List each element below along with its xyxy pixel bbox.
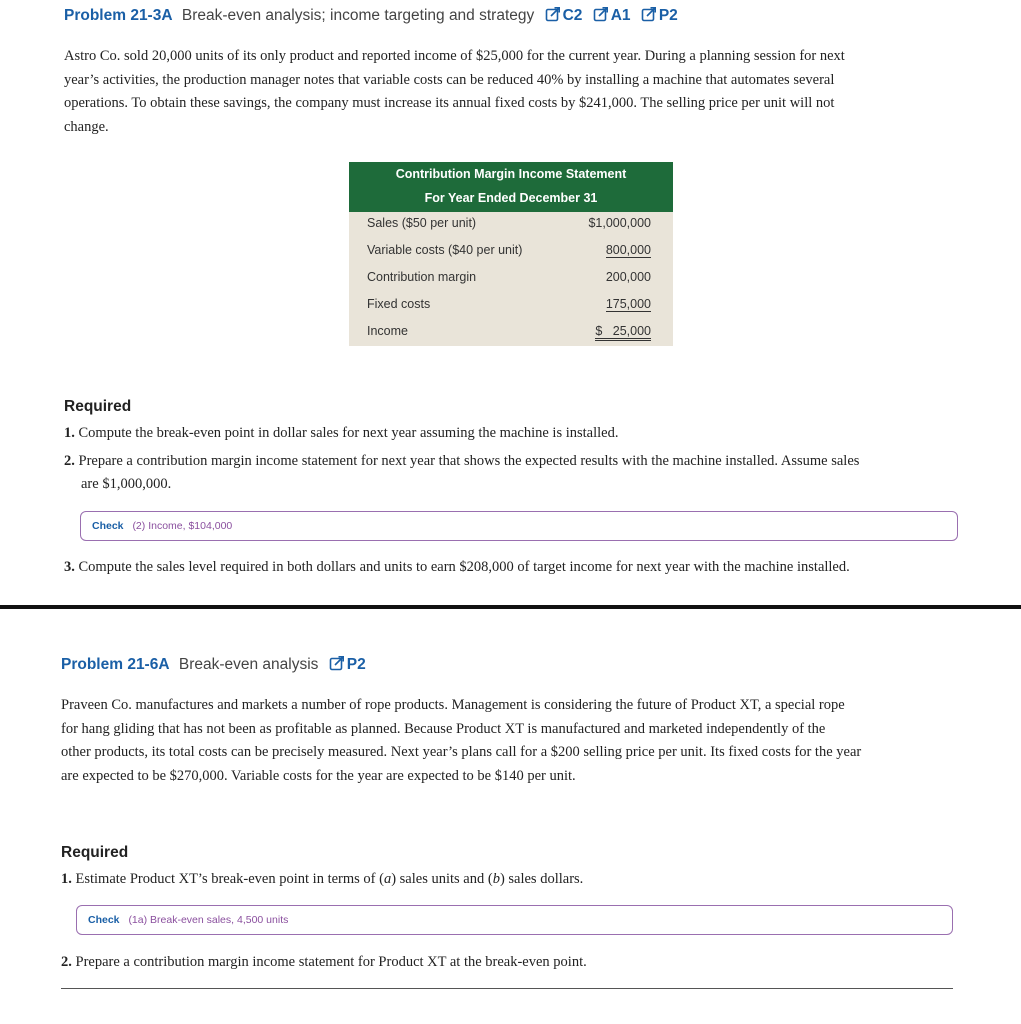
paragraph-line: change. bbox=[64, 118, 109, 135]
statement-row bbox=[349, 239, 673, 265]
problem1-item-3 bbox=[64, 556, 1004, 579]
statement-row bbox=[349, 266, 673, 292]
item-text: Prepare a contribution margin income statement for next year that shows the expected results with the machine installed. Assume sales bbox=[78, 453, 860, 469]
problem1-item-1 bbox=[64, 422, 984, 445]
paragraph-line: Astro Co. sold 20,000 units of its only product and reported income of $25,000 for the current year. During a planning session for next bbox=[64, 48, 845, 64]
item-text: ) sales dollars. bbox=[499, 871, 584, 887]
problem1-header bbox=[64, 6, 678, 27]
row-amount: $1,000,000 bbox=[588, 216, 651, 230]
statement-header bbox=[349, 162, 673, 212]
lo-tag-c2[interactable]: C2 bbox=[562, 7, 583, 24]
item-text: Compute the break-even point in dollar sales for next year assuming the machine is installed. bbox=[78, 425, 619, 441]
external-link-icon[interactable] bbox=[545, 6, 561, 27]
row-amount: 800,000 bbox=[605, 243, 651, 257]
external-link-icon[interactable] bbox=[593, 6, 609, 27]
item-number: 2. bbox=[61, 954, 72, 970]
problem2-title: Break-even analysis bbox=[178, 656, 319, 673]
row-amount: $ 25,000 bbox=[595, 324, 651, 341]
check-label: Check bbox=[88, 914, 120, 926]
item-text: Prepare a contribution margin income statement for Product XT at the break-even point. bbox=[75, 954, 587, 970]
item-text-italic: a bbox=[383, 871, 392, 887]
item-number: 2. bbox=[64, 453, 75, 469]
row-label: Fixed costs bbox=[367, 297, 431, 311]
item-number: 1. bbox=[61, 871, 72, 887]
item-text: ) sales units and ( bbox=[391, 871, 493, 887]
problem1-title: Break-even analysis; income targeting and strategy bbox=[181, 7, 535, 24]
check-text: (2) Income, $104,000 bbox=[132, 520, 233, 532]
item-text: Estimate Product XT’s break-even point in terms of ( bbox=[75, 871, 384, 887]
problem2-number: Problem 21-6A bbox=[61, 656, 170, 673]
row-amount: 175,000 bbox=[605, 297, 651, 311]
problem1-number: Problem 21-3A bbox=[64, 7, 173, 24]
problem1-check-box bbox=[80, 511, 958, 541]
row-label: Variable costs ($40 per unit) bbox=[367, 243, 523, 257]
statement-period: For Year Ended December 31 bbox=[424, 190, 598, 205]
problem2-check-box bbox=[76, 905, 953, 935]
statement-row bbox=[349, 293, 673, 319]
problem2-header bbox=[61, 655, 366, 676]
external-link-icon[interactable] bbox=[641, 6, 657, 27]
row-label: Sales ($50 per unit) bbox=[367, 216, 477, 230]
statement-row bbox=[349, 320, 673, 346]
section-divider bbox=[0, 605, 1021, 609]
problem2-item-2 bbox=[61, 951, 981, 974]
item-text-continued: are $1,000,000. bbox=[81, 476, 172, 492]
row-label: Contribution margin bbox=[367, 270, 477, 284]
paragraph-line: for hang gliding that has not been as profitable as planned. Because Product XT is manufactured and marketed independently of the bbox=[61, 720, 826, 737]
lo-tag-a1[interactable]: A1 bbox=[610, 7, 631, 24]
paragraph-line: operations. To obtain these savings, the company must increase its annual fixed costs by $241,000. The selling price per unit will not bbox=[64, 95, 835, 111]
bottom-rule bbox=[61, 988, 953, 989]
item-text-italic: b bbox=[492, 871, 500, 887]
problem2-item-1 bbox=[61, 868, 981, 891]
problem2-description bbox=[61, 694, 961, 788]
check-text: (1a) Break-even sales, 4,500 units bbox=[128, 914, 289, 926]
paragraph-line: year’s activities, the production manager notes that variable costs can be reduced 40% by installing a machine that automates several bbox=[64, 71, 835, 88]
check-label: Check bbox=[92, 520, 124, 532]
row-amount: 200,000 bbox=[605, 270, 651, 284]
item-number: 3. bbox=[64, 559, 75, 575]
problem1-description bbox=[64, 45, 964, 139]
problem1-item-2 bbox=[64, 450, 984, 496]
paragraph-line: are expected to be $270,000. Variable costs for the year are expected to be $140 per unit. bbox=[61, 767, 576, 784]
item-number: 1. bbox=[64, 425, 75, 441]
statement-title: Contribution Margin Income Statement bbox=[395, 167, 627, 181]
row-label: Income bbox=[367, 324, 408, 338]
problem2-required-heading: Required bbox=[61, 844, 129, 861]
item-text: Compute the sales level required in both dollars and units to earn $208,000 of target income for next year with the machine installed. bbox=[78, 559, 850, 575]
contribution-margin-statement bbox=[349, 162, 673, 346]
lo-tag-p2[interactable]: P2 bbox=[658, 7, 678, 24]
lo-tag-p2[interactable]: P2 bbox=[346, 656, 366, 673]
problem1-required-heading: Required bbox=[64, 398, 132, 415]
paragraph-line: Praveen Co. manufactures and markets a number of rope products. Management is considering the future of Product XT, a special rope bbox=[61, 697, 845, 713]
statement-row bbox=[349, 212, 673, 238]
paragraph-line: other products, its total costs can be precisely measured. Next year’s plans call for a $200 selling price per unit. Its fixed costs for the year bbox=[61, 744, 862, 760]
external-link-icon[interactable] bbox=[329, 655, 345, 676]
